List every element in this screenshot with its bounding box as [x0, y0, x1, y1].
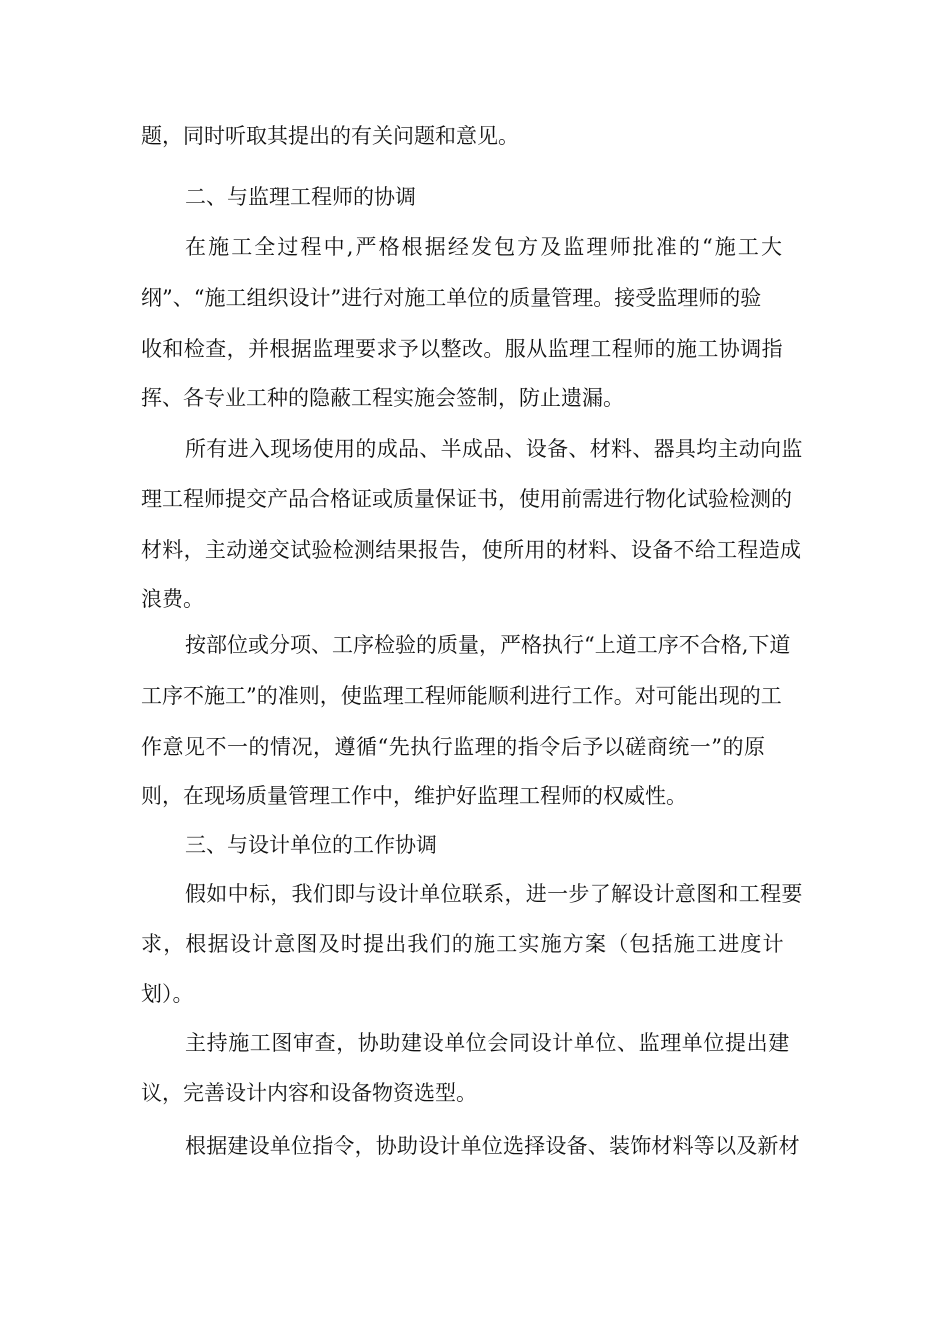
- text-line: 收和检查，并根据监理要求予以整改。服从监理工程师的施工协调指: [141, 337, 783, 361]
- text-line: 在施工全过程中,严格根据经发包方及监理师批准的“施工大: [185, 235, 785, 259]
- text-line: 按部位或分项、工序检验的质量，严格执行“上道工序不合格,下道: [185, 633, 791, 657]
- text-line: 作意见不一的情况，遵循“先执行监理的指令后予以磋商统一”的原: [141, 735, 766, 759]
- text-line: 议，完善设计内容和设备物资选型。: [141, 1081, 477, 1105]
- text-line: 浪费。: [141, 587, 204, 611]
- text-line: 所有进入现场使用的成品、半成品、设备、材料、器具均主动向监: [185, 437, 803, 461]
- text-line: 假如中标，我们即与设计单位联系，进一步了解设计意图和工程要: [185, 882, 803, 906]
- section-heading: 二、与监理工程师的协调: [185, 185, 416, 209]
- text-line: 根据建设单位指令，协助设计单位选择设备、装饰材料等以及新材: [185, 1134, 800, 1158]
- text-line: 主持施工图审查，协助建设单位会同设计单位、监理单位提出建: [185, 1031, 790, 1055]
- text-line: 题，同时听取其提出的有关问题和意见。: [141, 124, 519, 148]
- text-line: 划）。: [141, 982, 194, 1006]
- section-heading: 三、与设计单位的工作协调: [185, 833, 437, 857]
- text-line: 理工程师提交产品合格证或质量保证书，使用前需进行物化试验检测的: [141, 487, 792, 511]
- text-line: 求，根据设计意图及时提出我们的施工实施方案（包括施工进度计: [141, 932, 785, 956]
- text-line: 则，在现场质量管理工作中，维护好监理工程师的权威性。: [141, 784, 687, 808]
- text-line: 纲”、“施工组织设计”进行对施工单位的质量管理。接受监理师的验: [141, 286, 762, 310]
- text-line: 工序不施工”的准则，使监理工程师能顺利进行工作。对可能出现的工: [141, 684, 782, 708]
- text-line: 材料，主动递交试验检测结果报告，使所用的材料、设备不给工程造成: [141, 538, 802, 562]
- text-line: 挥、各专业工种的隐蔽工程实施会签制，防止遗漏。: [141, 386, 624, 410]
